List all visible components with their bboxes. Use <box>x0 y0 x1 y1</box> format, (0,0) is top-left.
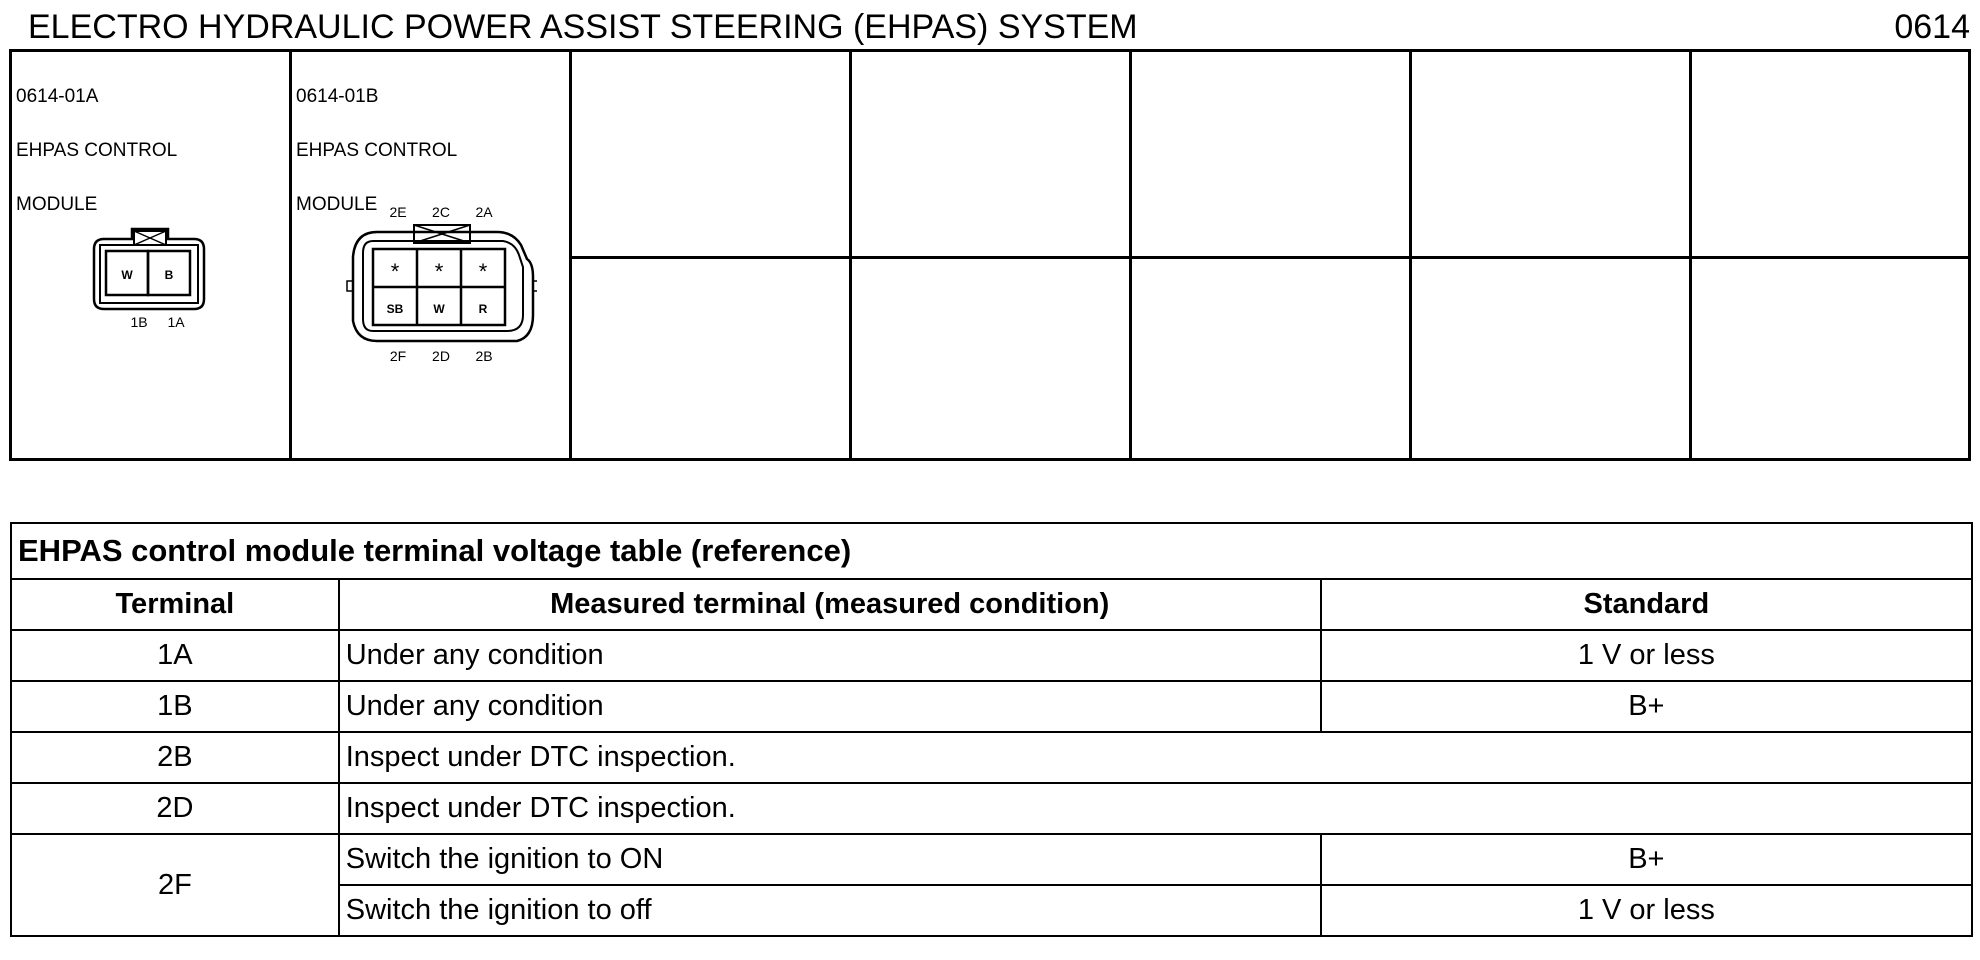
grid-divider <box>569 256 1968 259</box>
pin-label: 1A <box>167 314 185 330</box>
table-title-row <box>11 523 1972 579</box>
connector-diagram-0614-01a <box>82 227 222 342</box>
table-row <box>11 834 1972 885</box>
standard-cell: 1 V or less <box>1321 885 1972 936</box>
connector-grid <box>9 49 1971 461</box>
terminal-cell: 1A <box>11 630 339 681</box>
terminal-voltage-table <box>10 522 1973 937</box>
connector-label <box>16 56 177 245</box>
condition-cell: Under any condition <box>339 630 1321 681</box>
cavity-label: * <box>478 259 488 284</box>
pin-label: 2D <box>432 348 450 364</box>
connector-name-2: MODULE <box>16 194 98 215</box>
cavity-label: SB <box>386 302 404 316</box>
cavity-label: * <box>390 259 400 284</box>
pin-label: 2E <box>389 204 407 220</box>
table-title: EHPAS control module terminal voltage table (reference) <box>11 523 1972 579</box>
terminal-cell: 1B <box>11 681 339 732</box>
table-row <box>11 783 1972 834</box>
page-title: ELECTRO HYDRAULIC POWER ASSIST STEERING (EHPAS) SYSTEM <box>28 8 1138 46</box>
column-header-standard: Standard <box>1321 579 1972 630</box>
table-row <box>11 681 1972 732</box>
condition-cell: Switch the ignition to off <box>339 885 1321 936</box>
condition-cell: Under any condition <box>339 681 1321 732</box>
pin-label: 2C <box>432 204 450 220</box>
pin-label: 2A <box>475 204 493 220</box>
table-row <box>11 732 1972 783</box>
terminal-cell: 2F <box>11 834 339 936</box>
connector-id: 0614-01A <box>16 86 99 107</box>
cavity-label: * <box>434 259 444 284</box>
connector-name: EHPAS CONTROL <box>16 140 178 161</box>
cavity-label: W <box>433 302 445 316</box>
standard-cell: B+ <box>1321 681 1972 732</box>
terminal-cell: 2B <box>11 732 339 783</box>
condition-cell: Inspect under DTC inspection. <box>339 783 1972 834</box>
grid-divider <box>849 52 852 458</box>
pin-label: 2F <box>389 348 407 364</box>
connector-id: 0614-01B <box>296 86 379 107</box>
pin-label: 2B <box>475 348 493 364</box>
table-row <box>11 630 1972 681</box>
table-header-row <box>11 579 1972 630</box>
connector-name: EHPAS CONTROL <box>296 140 458 161</box>
connector-name-2: MODULE <box>296 194 378 215</box>
condition-cell: Inspect under DTC inspection. <box>339 732 1972 783</box>
grid-divider <box>569 52 572 458</box>
connector-cell-0614-01b <box>292 52 569 458</box>
terminal-cell: 2D <box>11 783 339 834</box>
pin-label: 1B <box>130 314 148 330</box>
column-header-terminal: Terminal <box>11 579 339 630</box>
connector-cell-0614-01a <box>12 52 289 458</box>
column-header-condition: Measured terminal (measured condition) <box>339 579 1321 630</box>
cavity-label: B <box>164 268 174 282</box>
standard-cell: 1 V or less <box>1321 630 1972 681</box>
standard-cell: B+ <box>1321 834 1972 885</box>
condition-cell: Switch the ignition to ON <box>339 834 1321 885</box>
connector-diagram-0614-01b <box>337 197 537 372</box>
cavity-label: W <box>121 268 133 282</box>
grid-divider <box>1409 52 1412 458</box>
section-code: 0614 <box>1894 8 1970 46</box>
grid-divider <box>1689 52 1692 458</box>
cavity-label: R <box>478 302 488 316</box>
grid-divider <box>1129 52 1132 458</box>
